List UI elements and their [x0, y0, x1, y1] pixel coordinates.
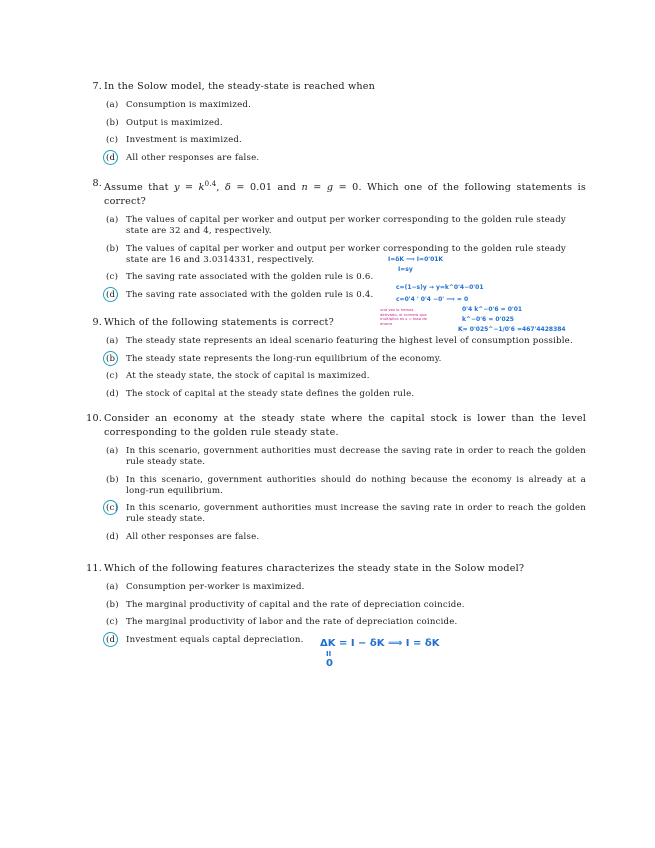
handwritten-note: 0'4 k^−0'6 = 0'01: [462, 306, 523, 313]
option-text: The steady state represents the long-run equilibrium of the economy.: [126, 353, 442, 364]
option-label: (a): [106, 336, 119, 346]
option-label: (b): [106, 243, 119, 254]
option-b: [106, 354, 586, 365]
option-b: [106, 600, 586, 611]
option-d: [106, 153, 586, 164]
option-a: [106, 215, 566, 237]
handwritten-equation: ΔK = I − δK ⟹ I = δK: [320, 638, 440, 649]
option-label: (d): [106, 388, 119, 399]
answer-circle-icon: [103, 632, 118, 647]
question-text: Consider an economy at the steady state where the capital stock is lower than the level corresponding to the golden rule steady state.: [104, 413, 586, 438]
options-list: [106, 336, 586, 400]
option-label: (c): [106, 503, 119, 513]
question-text: Which of the following statements is correct?: [104, 317, 334, 328]
answer-circle-icon: [103, 500, 118, 515]
question-text: Assume that $y = k^{0.4}$, δ = 0.01 and n = g = 0. Which one of the following statements is correct?: [104, 180, 586, 208]
option-text: Consumption is maximized.: [126, 100, 252, 110]
option-label: (a): [106, 100, 119, 110]
option-d: [106, 532, 586, 543]
option-text: Consumption per-worker is maximized.: [126, 582, 305, 592]
option-a: [106, 446, 586, 468]
answer-circle-icon: [103, 287, 118, 302]
option-d: [106, 290, 586, 301]
question-8: [86, 177, 586, 307]
options-list: [106, 582, 586, 646]
handwritten-note: I=δK ⟹ I=0'01K: [388, 256, 444, 263]
option-text: In this scenario, government authorities must decrease the saving rate in order to reach the golden rule steady state.: [126, 446, 586, 467]
option-text: The saving rate associated with the golden rule is 0.6.: [126, 272, 374, 283]
option-label: (d): [106, 152, 119, 163]
option-label: (c): [106, 617, 119, 627]
option-text: The marginal productivity of capital and the rate of depreciation coincide.: [126, 599, 465, 610]
option-c: [106, 617, 586, 628]
option-text: Output is maximized.: [126, 117, 223, 128]
question-number: 11.: [86, 563, 102, 574]
handwritten-note: c=0'4 ' 0'4 −0' ⟹ = 0: [396, 296, 469, 303]
option-label: (c): [106, 371, 119, 381]
question-text: Which of the following features characterizes the steady state in the Solow model?: [104, 563, 525, 574]
handwritten-note: k^−0'6 = 0'025: [462, 316, 514, 323]
handwritten-mark: II: [326, 650, 332, 658]
question-number: 10.: [86, 413, 102, 424]
option-text: In this scenario, government authorities must increase the saving rate in order to reach the golden rule steady state.: [126, 503, 586, 524]
option-label: (d): [106, 289, 119, 300]
option-text: Investment equals captal depreciation.: [126, 634, 304, 645]
option-a: [106, 100, 586, 111]
option-text: The values of capital per worker and output per worker corresponding to the golden rule steady state are 16 and 3.0314331, respectively.: [126, 243, 566, 265]
option-text: The values of capital per worker and output per worker corresponding to the golden rule steady state are 32 and 4, respectively.: [126, 215, 566, 237]
option-label: (d): [106, 634, 119, 645]
option-label: (b): [106, 599, 119, 610]
option-label: (b): [106, 117, 119, 128]
option-text: In this scenario, government authorities should do nothing because the economy is already at a long-run equilibrium.: [126, 474, 586, 496]
options-list: [106, 215, 586, 301]
option-b: [106, 118, 586, 129]
handwritten-note-pink: una vez lo hemos derivado, el numero que multiplica es s = tasa de ahorro: [380, 307, 428, 326]
question-number: 8.: [92, 178, 102, 189]
handwritten-note: K= 0'025^−1/0'6 =467'4428384: [458, 326, 566, 333]
option-text: Investment is maximized.: [126, 135, 242, 145]
option-c: [106, 135, 586, 146]
option-a: [106, 582, 586, 593]
option-text: The stock of capital at the steady state defines the golden rule.: [126, 388, 415, 399]
options-list: [106, 100, 586, 164]
options-list: [106, 446, 586, 543]
option-c: [106, 272, 586, 283]
answer-circle-icon: [103, 351, 118, 366]
question-number: 9.: [92, 317, 102, 328]
option-text: The saving rate associated with the golden rule is 0.4.: [126, 289, 374, 300]
option-d: [106, 389, 586, 400]
option-label: (a): [106, 582, 119, 592]
option-c: [106, 503, 586, 525]
option-text: The steady state represents an ideal scenario featuring the highest level of consumption possible.: [126, 336, 573, 346]
option-label: (c): [106, 272, 119, 283]
option-text: The marginal productivity of labor and the rate of depreciation coincide.: [126, 617, 458, 627]
handwritten-mark: 0: [326, 658, 333, 669]
option-b: [106, 475, 586, 497]
option-label: (b): [106, 353, 119, 364]
option-text: All other responses are false.: [126, 531, 260, 542]
option-text: All other responses are false.: [126, 152, 260, 163]
option-label: (d): [106, 531, 119, 542]
question-7: [86, 80, 586, 170]
option-c: [106, 371, 586, 382]
option-label: (b): [106, 474, 119, 485]
option-text: At the steady state, the stock of capital is maximized.: [126, 371, 370, 381]
question-text: In the Solow model, the steady-state is reached when: [104, 81, 376, 92]
handwritten-note: I=sy: [398, 266, 413, 273]
question-10: [86, 412, 586, 549]
option-label: (a): [106, 215, 119, 226]
question-number: 7.: [92, 81, 102, 92]
option-a: [106, 336, 586, 347]
answer-circle-icon: [103, 150, 118, 165]
option-label: (c): [106, 135, 119, 145]
option-label: (a): [106, 446, 119, 456]
option-b: [106, 244, 566, 266]
handwritten-note: c=(1−s)y → y=k^0'4−0'01: [396, 284, 484, 291]
